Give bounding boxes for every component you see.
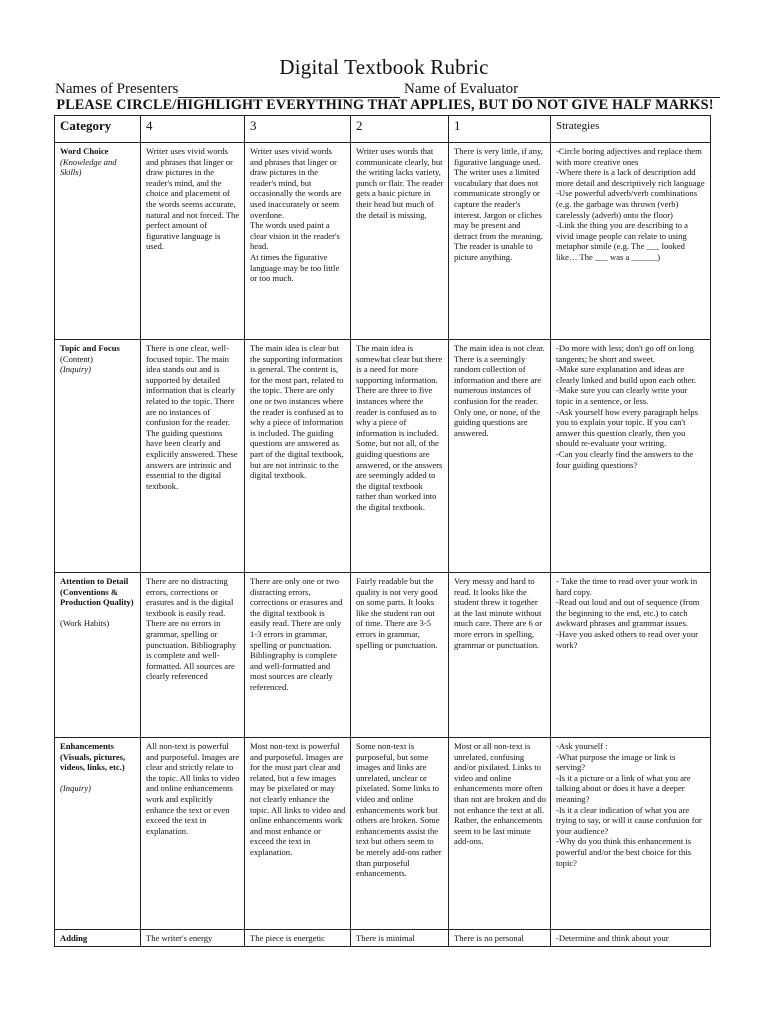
score-4-cell[interactable]: The writer's energy (141, 930, 245, 947)
score-2-cell[interactable]: Writer uses words that communicate clearly, but the writing lacks variety, punch or flair. The reader gets a basic picture in their head but much of the detail is missing. (351, 143, 449, 340)
column-header-3: 3 (245, 116, 351, 143)
instruction-text: PLEASE CIRCLE/HIGHLIGHT EVERYTHING THAT APPLIES, BUT DO NOT GIVE HALF MARKS! (56, 97, 714, 113)
strategies-cell: -Ask yourself : -What purpose the image or link is serving? -Is it a picture or a link of what you are talking about or does it have a deeper meaning? -Is it a clear indication of what you are trying to say, or will it cause confusion for your audience? -Why do you think this enhancement is powerful and/or the best choice for this topic? (551, 738, 711, 930)
category-subtitle: (Work Habits) (60, 617, 110, 628)
column-header-strategies: Strategies (551, 116, 711, 143)
score-1-cell[interactable]: The main idea is not clear. There is a seemingly random collection of information and there are numerous instances of confusion for the reader. Only one, or none, of the guiding questions are answered. (449, 340, 551, 573)
category-subtitle: (Content) (60, 353, 93, 364)
category-name: Attention to Detail (Conventions & Production Quality) (60, 576, 134, 608)
score-2-cell[interactable]: The main idea is somewhat clear but there is a need for more supporting information. There are three to five instances where the reader is confused as to why a piece of information is included. Some, but not all, of the guiding questions are answered, or the answers are seemingly added to the digital textbook rather than worked into the digital textbook. (351, 340, 449, 573)
score-1-cell[interactable]: There is very little, if any, figurative language used. The writer uses a limited vocabulary that does not communicate strongly or capture the reader's interest. Jargon or cliches may be present and detract from the meaning. The reader is unable to picture anything. (449, 143, 551, 340)
strategies-cell: - Take the time to read over your work in hard copy. -Read out loud and out of sequence (from the beginning to the end, etc.) to catch awkward phrases and grammar issues. -Have you asked others to read over your work? (551, 573, 711, 738)
score-3-cell[interactable]: Most non-text is powerful and purposeful. Images are for the most part clear and related, but a few images may be pixelated or may not clearly enhance the topic. All links to video and online enhancements work and most enhance or exceed the text in explanation. (245, 738, 351, 930)
names-line (55, 80, 715, 98)
table-row-adding (55, 930, 711, 947)
category-subtitle: (Knowledge and Skills) (60, 156, 117, 178)
category-subtitle: (Inquiry) (60, 364, 92, 375)
category-name: Adding (60, 933, 88, 943)
score-2-cell[interactable]: Some non-text is purposeful, but some images and links are unrelated, unclear or pixelated. Some links to video and online enhancements work but others are broken. Some enhancements assist the text but others seem to be merely add-ons rather than purposeful enhancements. (351, 738, 449, 930)
category-name: Enhancements (Visuals, pictures, videos, links, etc.) (60, 741, 126, 773)
rubric-table (54, 115, 711, 947)
column-header-1: 1 (449, 116, 551, 143)
strategies-cell: -Determine and think about your (551, 930, 711, 947)
score-4-cell[interactable]: All non-text is powerful and purposeful. Images are clear and strictly relate to the topic. All links to video and online enhancements work and explicitly enhance the text or even exceed the text in explanation. (141, 738, 245, 930)
table-row-attention-detail (55, 573, 711, 738)
score-3-cell[interactable]: The piece is energetic (245, 930, 351, 947)
column-header-4: 4 (141, 116, 245, 143)
column-header-2: 2 (351, 116, 449, 143)
header-row (55, 116, 711, 143)
score-4-cell[interactable]: There is one clear, well-focused topic. The main idea stands out and is supported by detailed information that is clearly related to the topic. There are no instances of confusion for the reader. The guiding questions have been clearly and explicitly answered. These answers are intrinsic and essential to the digital textbook. (141, 340, 245, 573)
score-1-cell[interactable]: There is no personal (449, 930, 551, 947)
score-1-cell[interactable]: Very messy and hard to read. It looks like the student threw it together at the last minute without much care. There are 6 or more errors in spelling, grammar or punctuation. (449, 573, 551, 738)
presenters-blank[interactable] (178, 84, 400, 98)
score-2-cell[interactable]: There is minimal (351, 930, 449, 947)
score-4-cell[interactable]: Writer uses vivid words and phrases that linger or draw pictures in the reader's mind, and the choice and placement of the words seems accurate, natural and not forced. The perfect amount of figurative language is used. (141, 143, 245, 340)
evaluator-blank[interactable] (518, 84, 720, 98)
score-3-cell[interactable]: The main idea is clear but the supporting information is general. The content is, for the most part, related to the topic. There are only one or two instances where the reader is confused as to why a piece of information is included. The guiding questions are answered as part of the digital textbook, but are not intrinsic to the digital textbook. (245, 340, 351, 573)
table-row-topic-focus (55, 340, 711, 573)
table-row-word-choice (55, 143, 711, 340)
column-header-category: Category (55, 116, 141, 143)
category-cell (55, 573, 141, 738)
category-cell (55, 738, 141, 930)
score-4-cell[interactable]: There are no distracting errors, corrections or erasures and is the digital textbook is easily read. There are no errors in grammar, spelling or punctuation. Bibliography is complete and well-formatted. All sources are clearly referenced (141, 573, 245, 738)
category-subtitle: (Inquiry) (60, 782, 92, 793)
strategies-cell: -Do more with less; don't go off on long tangents; be short and sweet. -Make sure explanation and ideas are clearly linked and build upon each other. -Make sure you can clearly write your topic in a sentence, or less. -Ask yourself how every paragraph helps you to explain your topic. If you can't answer this question clearly, then you should re-evaluate your writing. -Can you clearly find the answers to the four guiding questions? (551, 340, 711, 573)
table-row-enhancements (55, 738, 711, 930)
presenters-label: Names of Presenters (55, 81, 179, 97)
score-3-cell[interactable]: There are only one or two distracting errors, corrections or erasures and the digital textbook is easily read. There are only 1-3 errors in grammar, spelling or punctuation. Bibliography is complete and well-formatted and most sources are clearly referenced. (245, 573, 351, 738)
strategies-cell: -Circle boring adjectives and replace them with more creative ones -Where there is a lack of description add more detail and descriptively rich language -Use powerful adverb/verb combinations (e.g. the garbage was thrown (verb) carelessly (adverb) onto the floor) -Link the thing you are describing to a vivid image people can relate to using metaphor simile (e.g. The ___ looked like… The ___ was a ______) (551, 143, 711, 340)
score-3-cell[interactable]: Writer uses vivid words and phrases that linger or draw pictures in the reader's mind, but occasionally the words are used inaccurately or seem overdone. The words used paint a clear vision in the reader's head. At times the figurative language may be too little or too much. (245, 143, 351, 340)
category-cell (55, 340, 141, 573)
score-2-cell[interactable]: Fairly readable but the quality is not very good on some parts. It looks like the student ran out of time. There are 3-5 errors in grammar, spelling or punctuation. (351, 573, 449, 738)
evaluator-label: Name of Evaluator (404, 81, 519, 97)
category-cell (55, 143, 141, 340)
category-name: Topic and Focus (60, 343, 120, 353)
page-title: Digital Textbook Rubric (279, 55, 489, 79)
score-1-cell[interactable]: Most or all non-text is unrelated, confusing and/or pixilated. Links to video and online enhancements more often than not are broken and do not enhance the text at all. Rather, the enhancements seem to be last minute add-ons. (449, 738, 551, 930)
category-name: Word Choice (60, 146, 109, 156)
category-cell (55, 930, 141, 947)
